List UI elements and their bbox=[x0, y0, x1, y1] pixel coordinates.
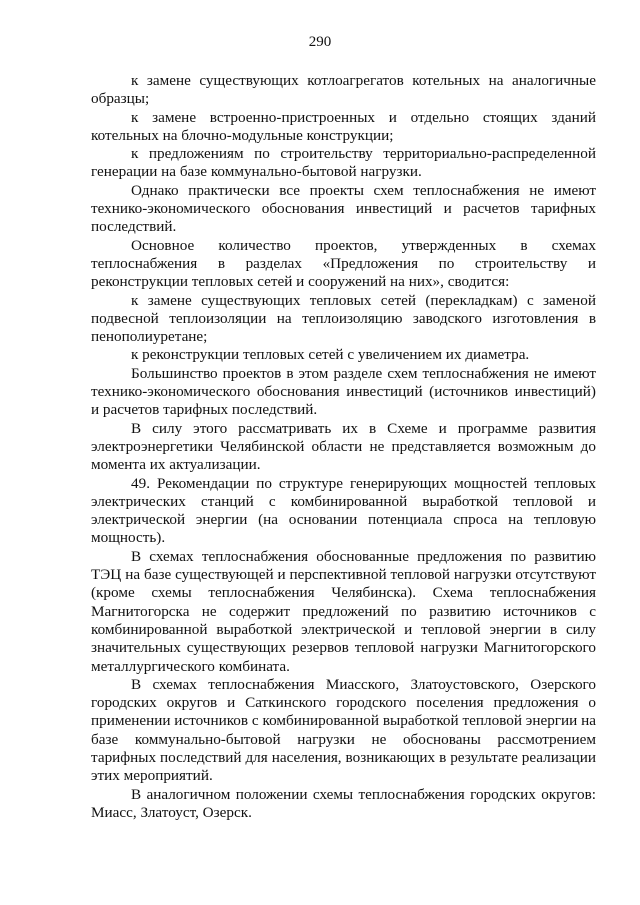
paragraph-12: В схемах теплоснабжения Миасского, Златоустовского, Озерского городских округов и Саткинского городского поселения предложения о применении источников с комбинированной выработкой тепловой энергии на базе коммунально-бытовой нагрузки не обоснованы рассмотрением тарифных последствий для населения, возникающих в результате реализации этих мероприятий. bbox=[91, 675, 596, 785]
paragraph-2: к замене встроенно-пристроенных и отдельно стоящих зданий котельных на блочно-модульные конструкции; bbox=[91, 108, 596, 144]
paragraph-10: 49. Рекомендации по структуре генерирующих мощностей тепловых электрических станций с комбинированной выработкой тепловой и электрической энергии (на основании потенциала спроса на тепловую мощность). bbox=[91, 474, 596, 547]
paragraph-11: В схемах теплоснабжения обоснованные предложения по развитию ТЭЦ на базе существующей и перспективной тепловой нагрузки отсутствуют (кроме схемы теплоснабжения Челябинска). Схема теплоснабжения Магнитогорска не содержит предложений по развитию источников с комбинированной выработкой электрической и тепловой энергии в силу значительных существующих резервов тепловой нагрузки Магнитогорского металлургического комбината. bbox=[91, 547, 596, 675]
paragraph-1: к замене существующих котлоагрегатов котельных на аналогичные образцы; bbox=[91, 72, 596, 108]
paragraph-6: к замене существующих тепловых сетей (перекладкам) с заменой подвесной теплоизоляции на теплоизоляцию заводского изготовления в пенополиуретане; bbox=[91, 291, 596, 346]
body-text bbox=[91, 72, 596, 822]
paragraph-13: В аналогичном положении схемы теплоснабжения городских округов: Миасс, Златоуст, Озерск. bbox=[91, 785, 596, 821]
paragraph-8: Большинство проектов в этом разделе схем теплоснабжения не имеют технико-экономического обоснования инвестиций (источников инвестиций) и расчетов тарифных последствий. bbox=[91, 364, 596, 419]
paragraph-7: к реконструкции тепловых сетей с увеличением их диаметра. bbox=[131, 346, 530, 364]
page-number: 290 bbox=[308, 34, 332, 50]
paragraph-4: Однако практически все проекты схем теплоснабжения не имеют технико-экономического обоснования инвестиций и расчетов тарифных последствий. bbox=[91, 181, 596, 236]
paragraph-5: Основное количество проектов, утвержденных в схемах теплоснабжения в разделах «Предложения по строительству и реконструкции тепловых сетей и сооружений на них», сводится: bbox=[91, 236, 596, 291]
paragraph-9: В силу этого рассматривать их в Схеме и программе развития электроэнергетики Челябинской области не представляется возможным до момента их актуализации. bbox=[91, 419, 596, 474]
paragraph-3: к предложениям по строительству территориально-распределенной генерации на базе коммунально-бытовой нагрузки. bbox=[91, 145, 596, 181]
